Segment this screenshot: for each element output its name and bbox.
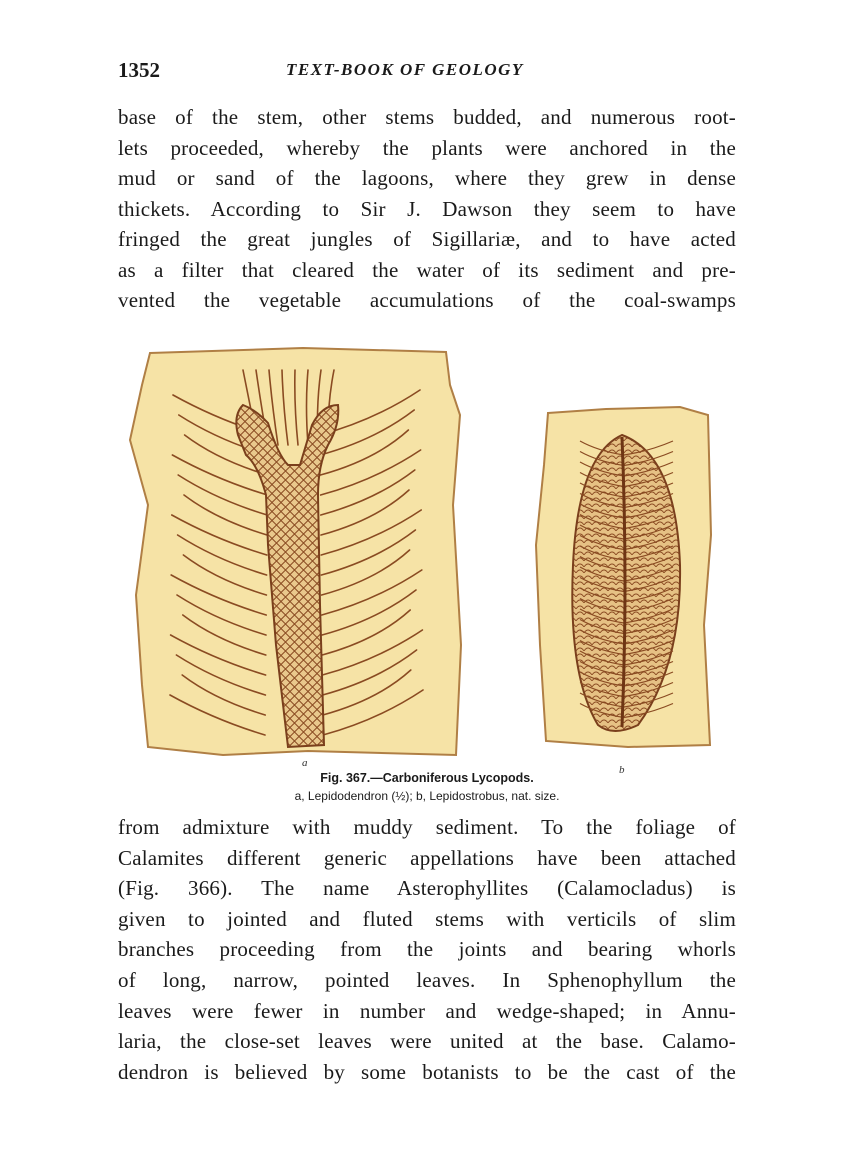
text-line: lets proceeded, whereby the plants were anchored in the: [118, 135, 736, 160]
text-line: mud or sand of the lagoons, where they grew in dense: [118, 166, 736, 190]
text-line: dendron is believed by some botanists to be the cast of the: [118, 1059, 736, 1084]
fossil-illustration: [128, 345, 718, 765]
text-line: leaves were fewer in number and wedge-shaped; in Annu-: [118, 998, 736, 1023]
text-line: (Fig. 366). The name Asterophyllites (Calamocladus) is: [118, 876, 736, 901]
running-head: [118, 58, 733, 88]
body-paragraph-top: [118, 102, 736, 316]
figure-caption-title: Fig. 367.—Carboniferous Lycopods.: [320, 771, 534, 785]
fossil-figure: [128, 345, 718, 765]
running-title: TEXT-BOOK OF GEOLOGY: [286, 60, 524, 79]
text-line: as a filter that cleared the water of its sediment and pre-: [118, 257, 736, 282]
text-line: branches proceeding from the joints and bearing whorls: [118, 937, 736, 962]
text-line: vented the vegetable accumulations of the coal-swamps: [118, 288, 736, 312]
text-line: Calamites different generic appellations have been attached: [118, 845, 736, 870]
page-number: 1352: [118, 58, 160, 82]
slab-a-lepidodendron: [130, 348, 461, 755]
body-paragraph-bottom: [118, 812, 736, 1087]
text-line: fringed the great jungles of Sigillariæ, and to have acted: [118, 227, 736, 251]
text-line: thickets. According to Sir J. Dawson they seem to have: [118, 196, 736, 221]
text-line: given to jointed and fluted stems with verticils of slim: [118, 906, 736, 931]
text-line: laria, the close-set leaves were united at the base. Calamo-: [118, 1029, 736, 1054]
figure-label-b: b: [619, 764, 625, 776]
text-line: base of the stem, other stems budded, and numerous root-: [118, 105, 736, 129]
figure-label-a: a: [302, 757, 308, 769]
text-line: of long, narrow, pointed leaves. In Sphenophyllum the: [118, 967, 736, 992]
text-line: from admixture with muddy sediment. To the foliage of: [118, 815, 736, 839]
slab-b-lepidostrobus: [536, 407, 711, 747]
figure-caption-description: a, Lepidodendron (½); b, Lepidostrobus, nat. size.: [294, 789, 560, 803]
